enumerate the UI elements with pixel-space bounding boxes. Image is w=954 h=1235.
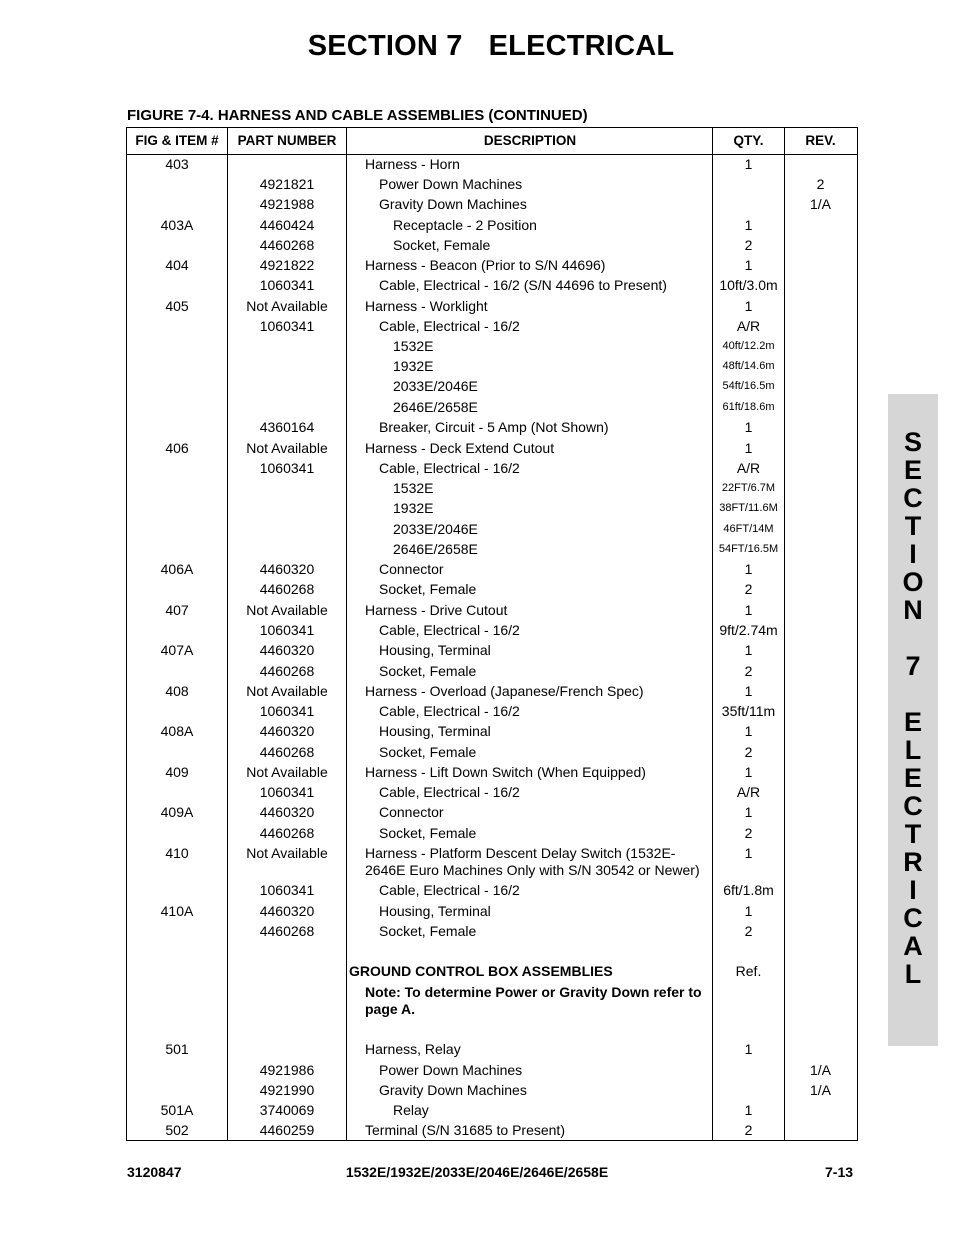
part-number-cell: 3740069 [259, 1102, 315, 1118]
part-number-cell: 4460320 [259, 903, 315, 919]
side-tab-letter: I [909, 539, 917, 569]
part-number-cell: 4921822 [259, 257, 315, 273]
description-cell: Socket, Female [379, 923, 477, 939]
qty-cell: Ref. [735, 963, 762, 979]
side-tab-letter: S [903, 427, 922, 457]
description-cell: Socket, Female [379, 744, 477, 760]
qty-cell: 1 [744, 804, 753, 820]
side-tab-letter: T [904, 819, 922, 849]
description-cell: Socket, Female [379, 663, 477, 679]
qty-cell: 1 [744, 1102, 753, 1118]
qty-cell: 10ft/3.0m [719, 277, 778, 293]
qty-cell: 22FT/6.7M [721, 482, 776, 494]
qty-cell: 2 [744, 923, 753, 939]
description-cell: Terminal (S/N 31685 to Present) [365, 1122, 565, 1138]
part-number-cell: 1060341 [259, 622, 315, 638]
description-cell: Connector [379, 561, 444, 577]
part-number-cell: Not Available [246, 298, 328, 314]
side-tab-letter: L [904, 735, 922, 765]
description-cell: Socket, Female [393, 237, 491, 253]
figure-title: FIGURE 7-4. HARNESS AND CABLE ASSEMBLIES (CONTINUED) [127, 107, 588, 124]
table-header [127, 128, 857, 155]
qty-cell: A/R [736, 784, 761, 800]
part-number-cell: 1060341 [259, 784, 315, 800]
description-cell: Harness - Beacon (Prior to S/N 44696) [365, 257, 606, 273]
qty-cell: 1 [744, 217, 753, 233]
fig-item-cell: 502 [165, 1122, 189, 1138]
part-number-cell: 4460268 [259, 663, 315, 679]
qty-cell: 54ft/16.5m [722, 380, 775, 392]
description-cell: Breaker, Circuit - 5 Amp (Not Shown) [379, 419, 609, 435]
rev-cell: 1/A [809, 1062, 831, 1078]
rev-cell: 2 [816, 176, 825, 192]
description-cell: Power Down Machines [379, 176, 523, 192]
qty-cell: A/R [736, 460, 761, 476]
qty-cell: A/R [736, 318, 761, 334]
footer-models: 1532E/1932E/2033E/2046E/2646E/2658E [345, 1164, 609, 1180]
description-cell: 2646E/2658E [393, 399, 478, 415]
part-number-cell: 4360164 [259, 419, 315, 435]
part-number-cell: 4921990 [259, 1082, 315, 1098]
part-number-cell: 4460320 [259, 804, 315, 820]
qty-cell: 35ft/11m [721, 703, 776, 719]
part-number-cell: Not Available [246, 602, 328, 618]
description-cell: 1932E [393, 358, 434, 374]
description-cell: Cable, Electrical - 16/2 [379, 882, 520, 898]
description-cell: GROUND CONTROL BOX ASSEMBLIES [349, 963, 613, 979]
description-cell: Gravity Down Machines [379, 196, 527, 212]
part-number-cell: Not Available [246, 845, 328, 861]
part-number-cell: 4921988 [259, 196, 315, 212]
description-cell: Harness - Overload (Japanese/French Spec) [365, 683, 644, 699]
description-cell: 2646E/2658E [393, 541, 478, 557]
fig-item-cell: 410A [160, 903, 194, 919]
side-tab-letter: T [904, 511, 922, 541]
description-cell: Cable, Electrical - 16/2 [379, 784, 520, 800]
fig-item-cell: 403 [165, 156, 189, 172]
qty-cell: 40ft/12.2m [722, 340, 775, 352]
part-number-cell: 4460268 [259, 581, 315, 597]
qty-cell: 1 [744, 419, 753, 435]
fig-item-cell: 404 [165, 257, 189, 273]
section-number: SECTION 7 [307, 30, 463, 62]
side-tab-letter: I [909, 875, 917, 905]
qty-cell: 6ft/1.8m [723, 882, 774, 898]
description-cell: Gravity Down Machines [379, 1082, 527, 1098]
part-number-cell: 4460268 [259, 744, 315, 760]
qty-cell: 48ft/14.6m [722, 360, 775, 372]
fig-item-cell: 406 [165, 440, 189, 456]
part-number-cell: 4460320 [259, 723, 315, 739]
header-part-number: PART NUMBER [237, 133, 337, 148]
description-cell: Harness - Drive Cutout [365, 602, 508, 618]
qty-cell: 1 [744, 764, 753, 780]
part-number-cell: 4921986 [259, 1062, 315, 1078]
description-cell: 2033E/2046E [393, 378, 478, 394]
part-number-cell: 1060341 [259, 277, 315, 293]
description-cell: Harness - Worklight [365, 298, 488, 314]
part-number-cell: 4460320 [259, 642, 315, 658]
description-cell: Cable, Electrical - 16/2 [379, 622, 520, 638]
side-tab-letter: C [903, 483, 923, 513]
description-cell: Socket, Female [379, 825, 477, 841]
section-title [0, 30, 954, 63]
description-cell: Socket, Female [379, 581, 477, 597]
fig-item-cell: 403A [160, 217, 194, 233]
qty-cell: 1 [744, 845, 753, 861]
fig-item-cell: 405 [165, 298, 189, 314]
qty-cell: 61ft/18.6m [722, 401, 775, 413]
part-number-cell: 4460320 [259, 561, 315, 577]
description-cell: Housing, Terminal [379, 903, 491, 919]
description-cell: Receptacle - 2 Position [393, 217, 537, 233]
part-number-cell: 1060341 [259, 703, 315, 719]
qty-cell: 2 [744, 744, 753, 760]
description-cell: 2033E/2046E [393, 521, 478, 537]
side-tab-letter: C [903, 903, 923, 933]
part-number-cell: Not Available [246, 764, 328, 780]
qty-cell: 1 [744, 903, 753, 919]
column-divider [784, 128, 785, 1140]
side-tab-letter: O [902, 567, 924, 597]
part-number-cell: Not Available [246, 683, 328, 699]
side-tab-letter: E [903, 707, 922, 737]
description-cell: Harness - Lift Down Switch (When Equipped) [365, 764, 646, 780]
fig-item-cell: 408 [165, 683, 189, 699]
qty-cell: 9ft/2.74m [719, 622, 778, 638]
qty-cell: 1 [744, 642, 753, 658]
section-name: ELECTRICAL [488, 30, 675, 62]
qty-cell: 1 [744, 257, 753, 273]
footer-page-number: 7-13 [825, 1164, 854, 1180]
part-number-cell: 4460268 [259, 825, 315, 841]
qty-cell: 1 [744, 1041, 753, 1057]
side-tab-letter: R [903, 847, 923, 877]
qty-cell: 2 [744, 237, 753, 253]
side-tab-letter: A [903, 931, 923, 961]
parts-table [126, 127, 858, 1141]
qty-cell: 46FT/14M [723, 523, 774, 535]
part-number-cell: 4921821 [259, 176, 315, 192]
qty-cell: 1 [744, 440, 753, 456]
qty-cell: 1 [744, 156, 753, 172]
description-cell: Harness - Platform Descent Delay Switch (1532E-2646E Euro Machines Only with S/N 30542 or Newer) [365, 845, 700, 878]
description-cell: Cable, Electrical - 16/2 [379, 318, 520, 334]
description-cell: Power Down Machines [379, 1062, 523, 1078]
fig-item-cell: 501 [165, 1041, 189, 1057]
side-tab-letter: L [904, 959, 922, 989]
description-cell: Harness, Relay [365, 1041, 461, 1057]
footer-doc-number: 3120847 [127, 1164, 182, 1180]
fig-item-cell: 409 [165, 764, 189, 780]
part-number-cell: 4460268 [259, 923, 315, 939]
qty-cell: 1 [744, 683, 753, 699]
part-number-cell: 4460268 [259, 237, 315, 253]
description-cell: Connector [379, 804, 444, 820]
part-number-cell: 1060341 [259, 882, 315, 898]
qty-cell: 2 [744, 581, 753, 597]
description-cell: 1532E [393, 338, 434, 354]
qty-cell: 1 [744, 561, 753, 577]
description-cell: Housing, Terminal [379, 642, 491, 658]
header-qty: QTY. [733, 133, 764, 148]
part-number-cell: Not Available [246, 440, 328, 456]
header-rev: REV. [805, 133, 836, 148]
part-number-cell: 1060341 [259, 318, 315, 334]
side-tab-letter: C [903, 791, 923, 821]
fig-item-cell: 408A [160, 723, 194, 739]
description-cell: 1932E [393, 500, 434, 516]
qty-cell: 2 [744, 663, 753, 679]
description-cell: Cable, Electrical - 16/2 [379, 703, 520, 719]
qty-cell: 2 [744, 825, 753, 841]
rev-cell: 1/A [809, 196, 831, 212]
qty-cell: 38FT/11.6M [719, 502, 778, 514]
header-description: DESCRIPTION [483, 133, 577, 148]
description-cell: 1532E [393, 480, 434, 496]
side-tab-letter: E [903, 455, 922, 485]
part-number-cell: 1060341 [259, 460, 315, 476]
qty-cell: 54FT/16.5M [718, 543, 779, 555]
description-cell: Cable, Electrical - 16/2 (S/N 44696 to Present) [379, 277, 667, 293]
description-cell: Harness - Deck Extend Cutout [365, 440, 555, 456]
description-cell: Cable, Electrical - 16/2 [379, 460, 520, 476]
fig-item-cell: 407 [165, 602, 189, 618]
description-cell: Relay [393, 1102, 429, 1118]
part-number-cell: 4460259 [259, 1122, 315, 1138]
qty-cell: 1 [744, 602, 753, 618]
rev-cell: 1/A [809, 1082, 831, 1098]
description-cell: Note: To determine Power or Gravity Down refer to page A. [365, 984, 702, 1017]
section-side-tab [888, 394, 938, 1046]
qty-cell: 1 [744, 723, 753, 739]
fig-item-cell: 407A [160, 642, 194, 658]
fig-item-cell: 501A [160, 1102, 194, 1118]
description-cell: Housing, Terminal [379, 723, 491, 739]
fig-item-cell: 409A [160, 804, 194, 820]
side-tab-letter: 7 [905, 651, 921, 681]
fig-item-cell: 410 [165, 845, 189, 861]
side-tab-letter: E [903, 763, 922, 793]
side-tab-letter: N [903, 595, 923, 625]
description-cell: Harness - Horn [365, 156, 460, 172]
part-number-cell: 4460424 [259, 217, 315, 233]
header-fig-item: FIG & ITEM # [135, 133, 219, 148]
qty-cell: 1 [744, 298, 753, 314]
fig-item-cell: 406A [160, 561, 194, 577]
qty-cell: 2 [744, 1122, 753, 1138]
